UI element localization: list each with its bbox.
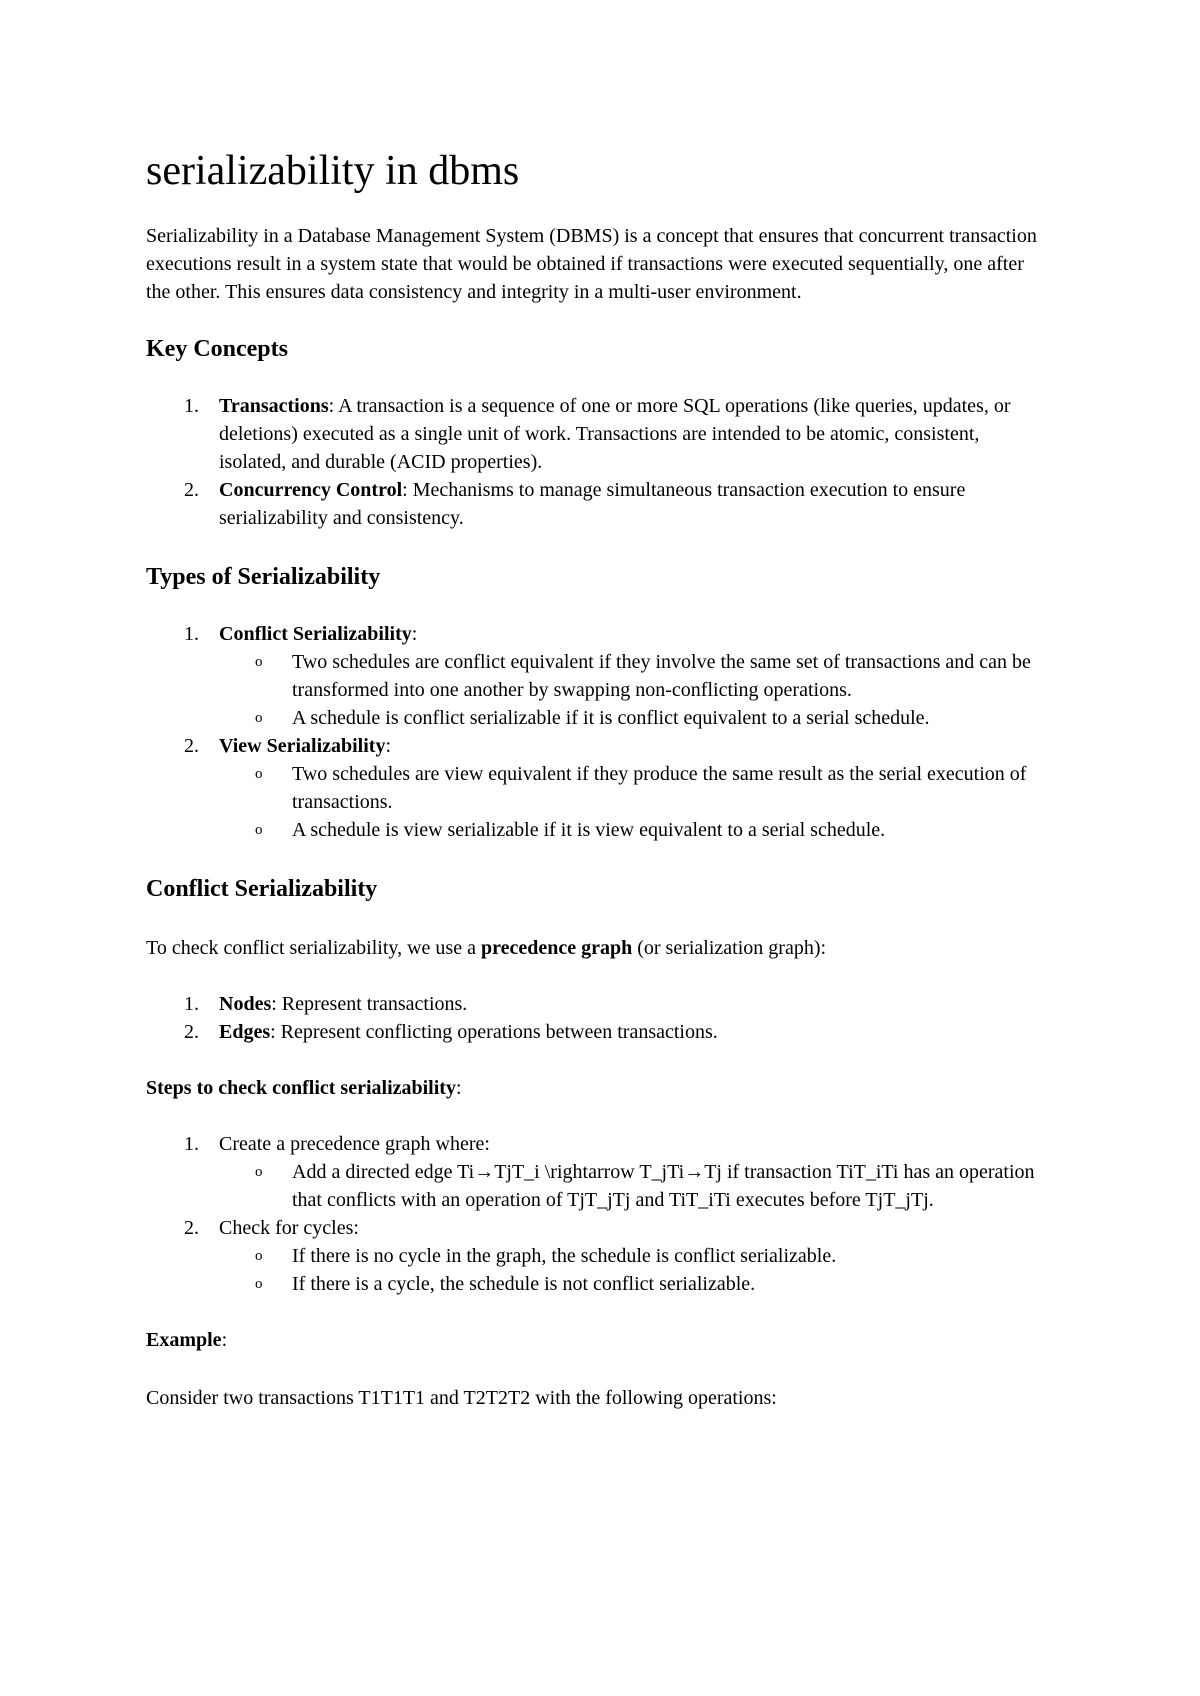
term: View Serializability bbox=[219, 735, 386, 758]
list-number: 2. bbox=[184, 735, 199, 758]
term: Nodes bbox=[219, 993, 272, 1016]
sub-list-item bbox=[219, 1158, 1066, 1214]
check-paragraph bbox=[146, 934, 1080, 962]
steps-list bbox=[146, 1130, 1066, 1298]
definition: : Represent conflicting operations between transactions. bbox=[270, 1021, 718, 1044]
heading-conflict-serializability: Conflict Serializability bbox=[146, 876, 378, 903]
list-number: 2. bbox=[184, 1021, 199, 1044]
intro-paragraph: Serializability in a Database Management System (DBMS) is a concept that ensures that concurrent transaction executions result in a system state that would be obtained if transactions were executed sequentially, one after the other. This ensures data consistency and integrity in a multi-user environment. bbox=[146, 225, 1037, 304]
example-label-text: Example bbox=[146, 1329, 222, 1352]
list-number: 1. bbox=[184, 1133, 199, 1156]
key-concepts-list bbox=[146, 392, 1046, 532]
list-number: 1. bbox=[184, 395, 199, 418]
check-text-after: (or serialization graph): bbox=[632, 937, 827, 960]
definition: : Mechanisms to manage simultaneous transaction execution to ensure serializability and consistency. bbox=[219, 479, 966, 530]
consider-paragraph: Consider two transactions T1T1T1 and T2T2T2 with the following operations: bbox=[146, 1387, 777, 1410]
term-colon: : bbox=[385, 735, 392, 758]
page-title: serializability in dbms bbox=[146, 148, 520, 194]
sub-item-text: Add a directed edge Ti→TjT_i \rightarrow T_jTi→Tj if transaction TiT_iTi has an operation that conflicts with an operation of TjT_jTj and TiT_iTi executes before TjT_jTj. bbox=[292, 1161, 1035, 1212]
example-colon: : bbox=[221, 1329, 228, 1352]
sub-list-item bbox=[219, 648, 1066, 704]
step-text: Check for cycles: bbox=[219, 1217, 359, 1240]
bullet-icon: o bbox=[255, 654, 263, 671]
sub-item-text: If there is a cycle, the schedule is not conflict serializable. bbox=[292, 1273, 756, 1296]
example-label bbox=[146, 1326, 1080, 1354]
heading-types-of-serializability: Types of Serializability bbox=[146, 564, 381, 591]
steps-heading bbox=[146, 1074, 1080, 1102]
bullet-icon: o bbox=[255, 766, 263, 783]
sub-list-item bbox=[219, 816, 1066, 844]
sub-item-text: Two schedules are conflict equivalent if they involve the same set of transactions and can be transformed into one another by swapping non-conflicting operations. bbox=[292, 651, 1031, 702]
sub-list-item bbox=[219, 1242, 1066, 1270]
sub-list bbox=[219, 1158, 1066, 1214]
types-list bbox=[146, 620, 1066, 844]
bullet-icon: o bbox=[255, 822, 263, 839]
list-number: 1. bbox=[184, 623, 199, 646]
list-item bbox=[146, 1018, 1080, 1046]
sub-list bbox=[219, 1242, 1066, 1298]
term: Concurrency Control bbox=[219, 479, 403, 502]
list-item bbox=[146, 620, 1066, 732]
bullet-icon: o bbox=[255, 1248, 263, 1265]
term: Transactions bbox=[219, 395, 329, 418]
sub-item-text: A schedule is conflict serializable if it is conflict equivalent to a serial schedule. bbox=[292, 707, 930, 730]
graph-parts-list bbox=[146, 990, 1080, 1046]
bullet-icon: o bbox=[255, 710, 263, 727]
heading-key-concepts: Key Concepts bbox=[146, 336, 288, 363]
list-number: 1. bbox=[184, 993, 199, 1016]
list-item bbox=[146, 732, 1066, 844]
definition: : A transaction is a sequence of one or more SQL operations (like queries, updates, or deletions) executed as a single unit of work. Transactions are intended to be atomic, consistent, isolated, and durable (ACID properties). bbox=[219, 395, 1011, 474]
steps-colon: : bbox=[455, 1077, 462, 1100]
term: Edges bbox=[219, 1021, 271, 1044]
bullet-icon: o bbox=[255, 1276, 263, 1293]
definition: : Represent transactions. bbox=[271, 993, 468, 1016]
term: Conflict Serializability bbox=[219, 623, 412, 646]
sub-list-item bbox=[219, 1270, 1066, 1298]
list-item bbox=[146, 1130, 1066, 1214]
sub-list bbox=[219, 760, 1066, 844]
list-number: 2. bbox=[184, 479, 199, 502]
step-text: Create a precedence graph where: bbox=[219, 1133, 490, 1156]
sub-item-text: If there is no cycle in the graph, the schedule is conflict serializable. bbox=[292, 1245, 837, 1268]
bullet-icon: o bbox=[255, 1164, 263, 1181]
check-bold-term: precedence graph bbox=[480, 937, 633, 960]
sub-item-text: A schedule is view serializable if it is view equivalent to a serial schedule. bbox=[292, 819, 886, 842]
check-text: To check conflict serializability, we use a bbox=[146, 937, 481, 960]
list-item bbox=[146, 1214, 1066, 1298]
list-number: 2. bbox=[184, 1217, 199, 1240]
list-item bbox=[146, 392, 1046, 476]
term-colon: : bbox=[411, 623, 418, 646]
list-item bbox=[146, 990, 1080, 1018]
sub-list-item bbox=[219, 760, 1066, 816]
steps-heading-text: Steps to check conflict serializability bbox=[146, 1077, 456, 1100]
sub-item-text: Two schedules are view equivalent if they produce the same result as the serial execution of transactions. bbox=[292, 763, 1027, 814]
sub-list-item bbox=[219, 704, 1066, 732]
sub-list bbox=[219, 648, 1066, 732]
list-item bbox=[146, 476, 1046, 532]
